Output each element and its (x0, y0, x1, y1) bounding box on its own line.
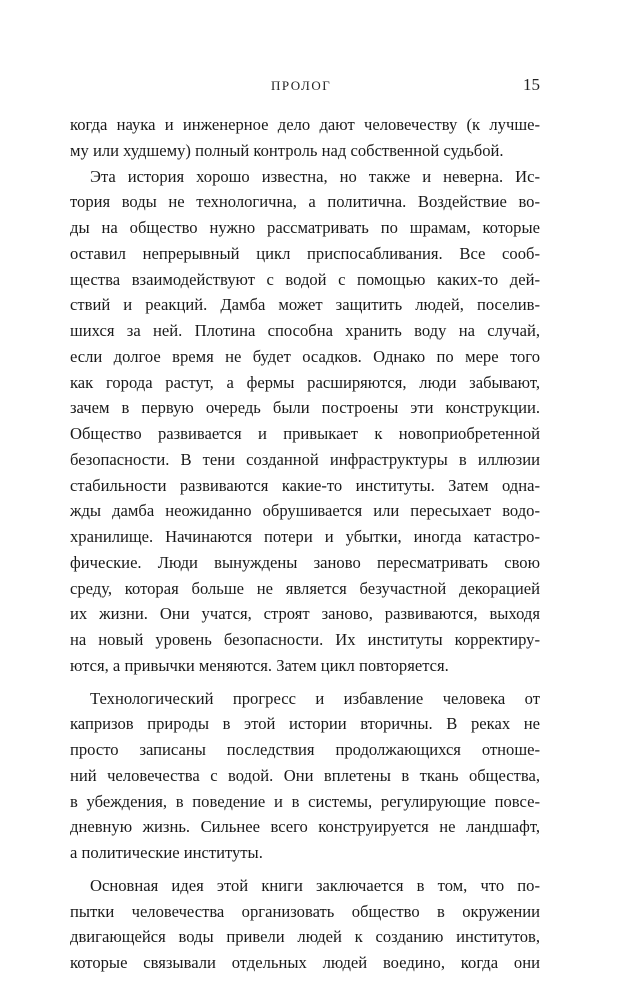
running-head-title: ПРОЛОГ (271, 78, 332, 93)
page-number: 15 (523, 75, 540, 94)
paragraph (70, 112, 540, 164)
text-line: оставил непрерывный цикл приспосабливания. Все сооб- (70, 243, 540, 263)
text-line: которые связывали отдельных людей воедино, когда они (70, 953, 540, 972)
text-line: тория воды не технологична, а политична. Воздействие во- (70, 192, 540, 212)
paragraph-gap (70, 866, 540, 873)
paragraph (70, 873, 540, 976)
text-line: Эта история хорошо известна, но также и неверна. Ис- (90, 166, 540, 186)
text-line: если долгое время не будет осадков. Однако по мере того (70, 346, 540, 366)
text-line: когда наука и инженерное дело дают человечеству (к лучше- (70, 115, 540, 134)
text-line: щества взаимодействуют с водой с помощью каких-то дей- (70, 269, 540, 289)
text-line: а политические институты. (70, 843, 263, 862)
text-line: пытки человечества организовать общество в окружении (70, 901, 540, 921)
text-line: стабильности развиваются какие-то институты. Затем одна- (70, 475, 540, 495)
text-line: шихся за ней. Плотина способна хранить воду на случай, (70, 321, 540, 340)
text-line: ствий и реакций. Дамба может защитить людей, поселив- (70, 295, 540, 315)
text-line: двигающейся воды привели людей к созданию институтов, (70, 927, 540, 947)
text-line: как города растут, а фермы расширяются, люди забывают, (70, 372, 540, 392)
text-line: хранилище. Начинаются потери и убытки, иногда катастро- (70, 527, 540, 546)
text-line: их жизни. Они учатся, строят заново, развиваются, выходя (70, 604, 540, 624)
text-line: на новый уровень безопасности. Их институты корректиру- (70, 630, 540, 649)
text-line: Общество развивается и привыкает к новоприобретенной (70, 424, 540, 443)
text-line: ды на общество нужно рассматривать по шрамам, которые (70, 218, 540, 237)
text-line: му или худшему) полный контроль над собственной судьбой. (70, 140, 504, 160)
text-line: просто записаны последствия продолжающихся отноше- (70, 740, 540, 759)
text-line: среду, которая больше не является безучастной декорацией (70, 578, 540, 598)
paragraph (70, 164, 540, 679)
text-line: безопасности. В тени созданной инфраструктуры в иллюзии (70, 449, 540, 469)
text-line: Основная идея этой книги заключается в том, что по- (90, 875, 540, 895)
text-line: фические. Люди вынуждены заново пересматривать свою (70, 552, 540, 572)
text-line: жды дамба неожиданно обрушивается или пересыхает водо- (70, 501, 540, 521)
paragraph (70, 686, 540, 866)
body-text (70, 112, 540, 976)
text-line: дневную жизнь. Сильнее всего конструируется не ландшафт, (70, 817, 540, 837)
text-line: ний человечества с водой. Они вплетены в ткань общества, (70, 765, 540, 785)
text-line: капризов природы в этой истории вторичны. В реках не (70, 714, 540, 734)
text-line: ются, а привычки меняются. Затем цикл повторяется. (70, 655, 449, 675)
text-line: Технологический прогресс и избавление человека от (90, 688, 540, 708)
text-line: зачем в первую очередь были построены эти конструкции. (70, 398, 540, 418)
text-line: в убеждения, в поведение и в системы, регулирующие повсе- (70, 791, 540, 811)
paragraph-gap (70, 679, 540, 686)
